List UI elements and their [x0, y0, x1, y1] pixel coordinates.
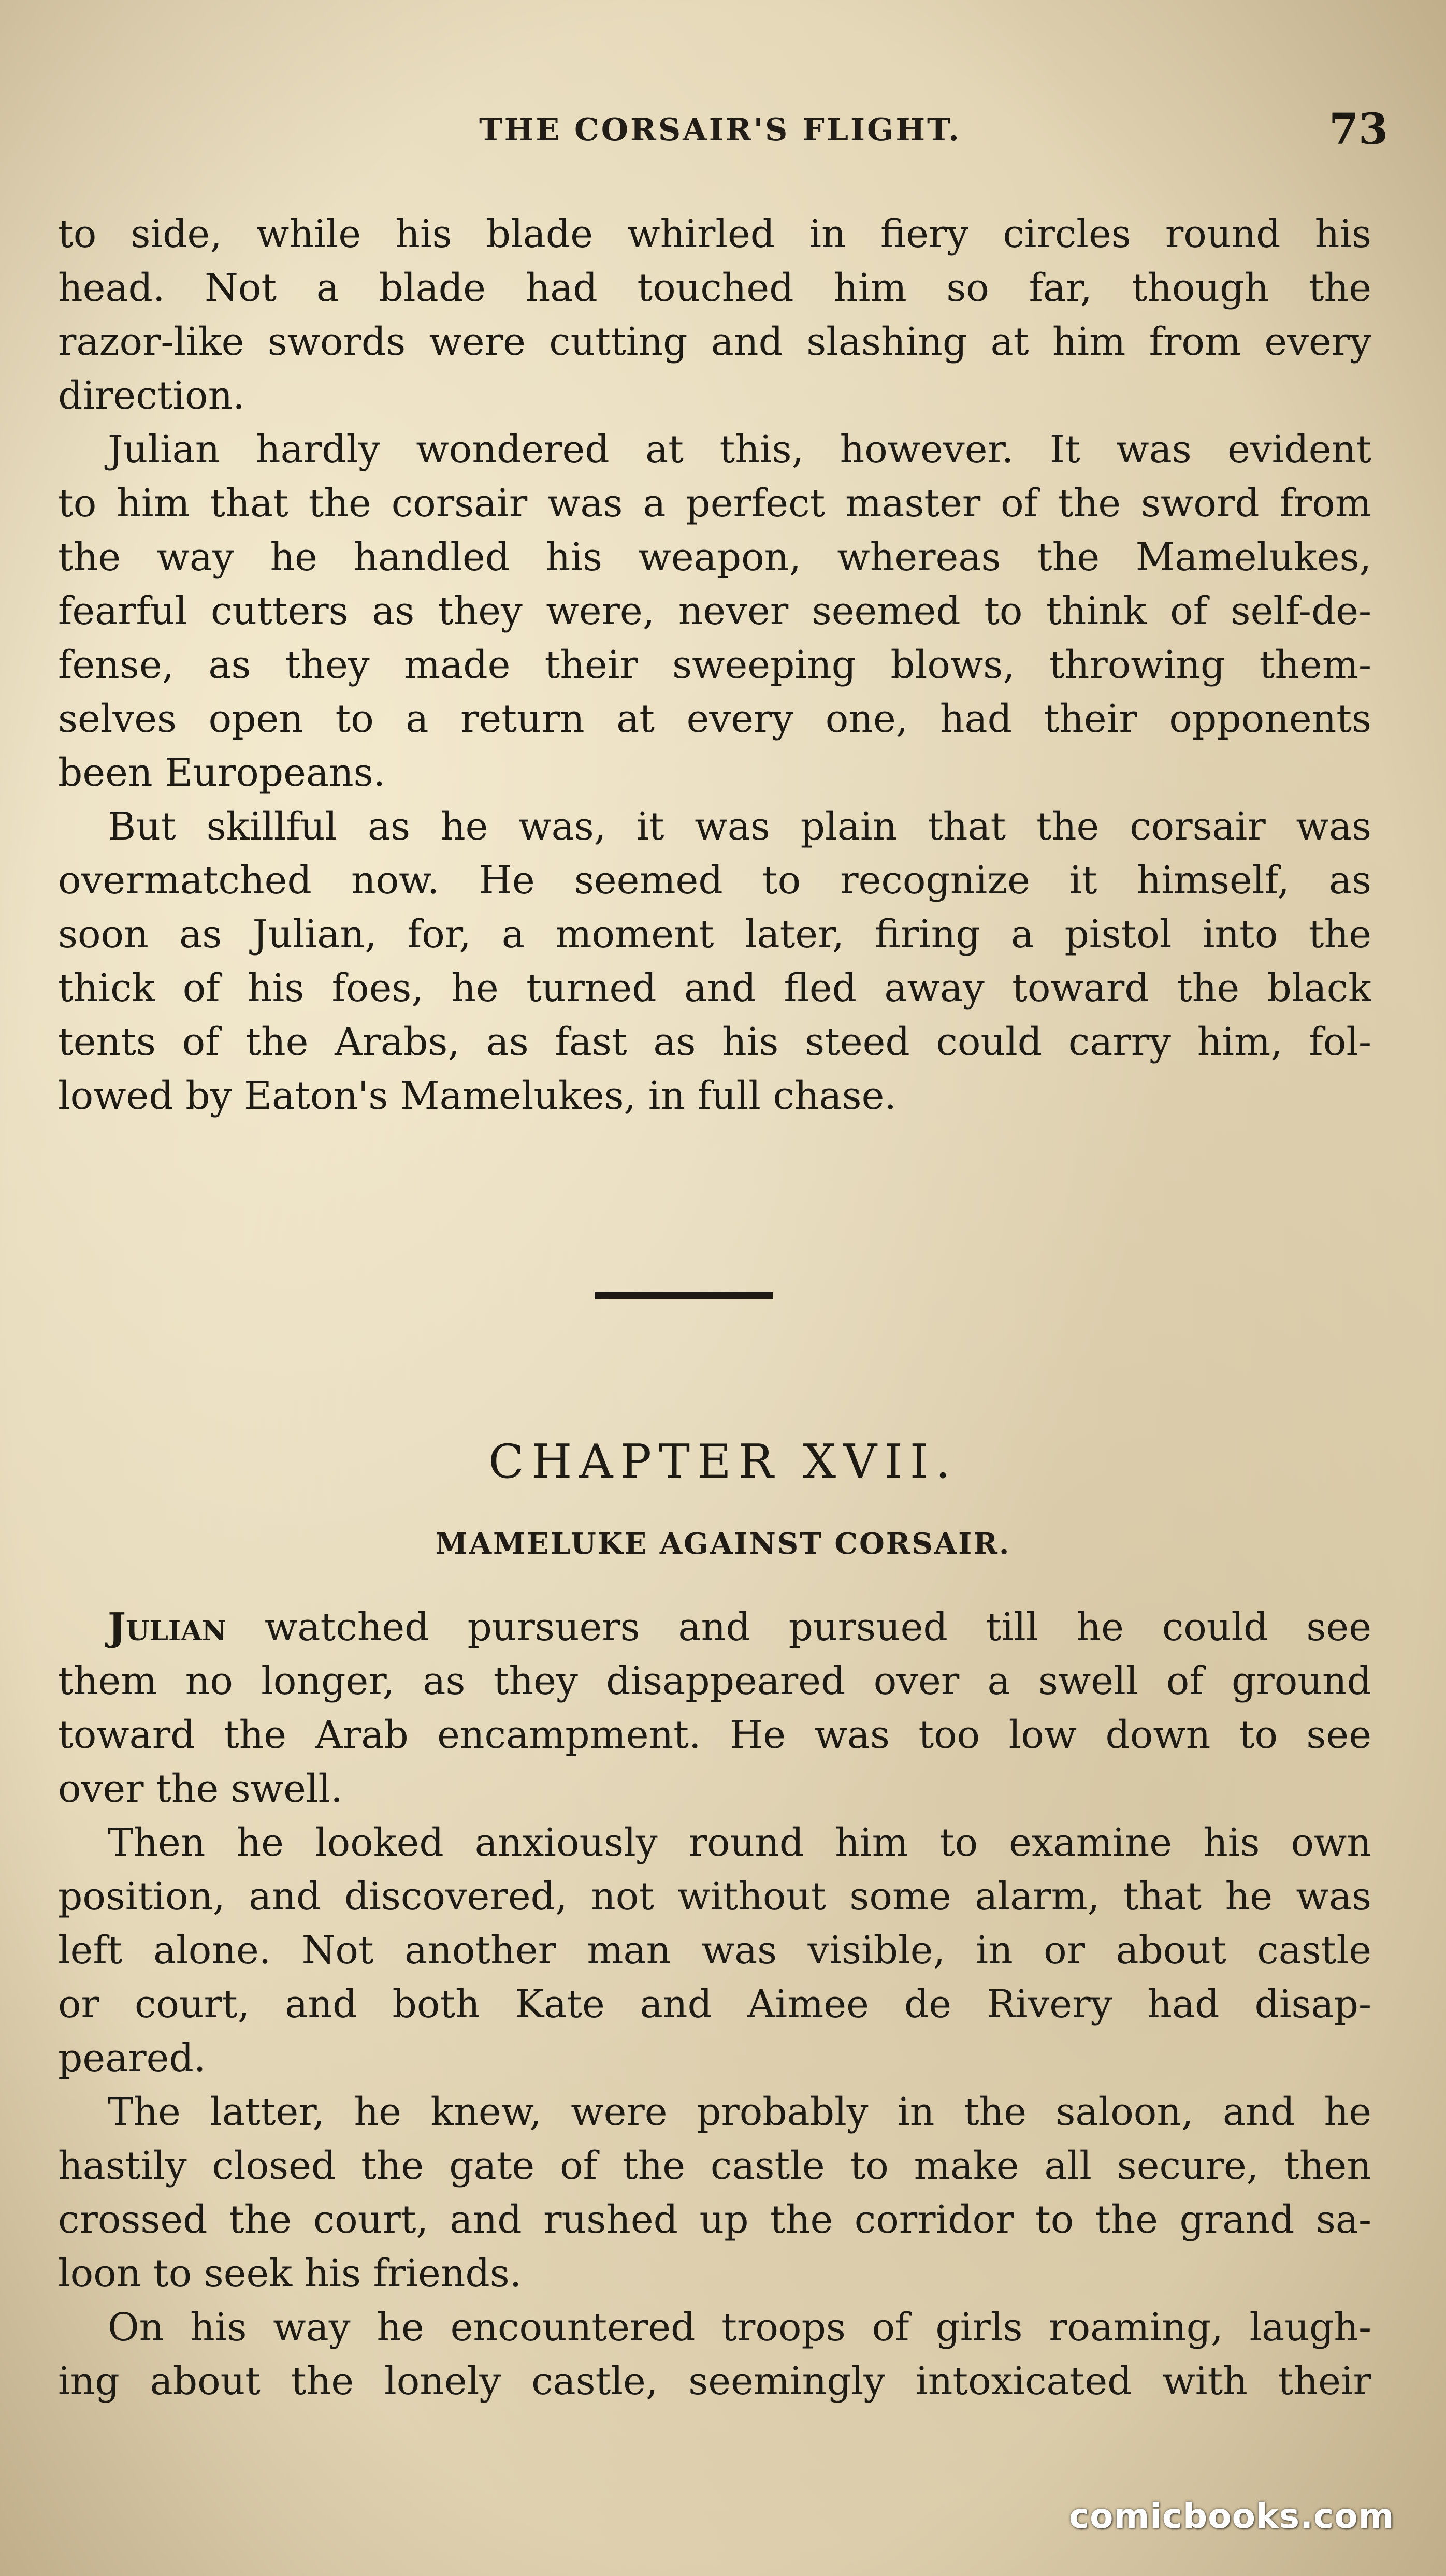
opening-line-text: watched pursuers and pursued till he could see — [226, 1605, 1371, 1649]
text-line: Then he looked anxiously round him to examine his own — [108, 1820, 1371, 1865]
text-line: On his way he encountered troops of girls roaming, laugh- — [108, 2305, 1371, 2350]
text-line: or court, and both Kate and Aimee de Rivery had disap- — [58, 1982, 1371, 2027]
text-line: position, and discovered, not without some alarm, that he was — [58, 1874, 1371, 1919]
text-line: toward the Arab encampment. He was too low down to see — [58, 1713, 1371, 1757]
page-number: 73 — [1329, 105, 1389, 154]
text-line: to him that the corsair was a perfect master of the sword from — [58, 481, 1371, 526]
text-line: crossed the court, and rushed up the corridor to the grand sa- — [58, 2197, 1371, 2242]
text-line: selves open to a return at every one, had their opponents — [58, 697, 1371, 741]
text-line: head. Not a blade had touched him so far, though the — [58, 266, 1371, 310]
text-line: loon to seek his friends. — [58, 2251, 522, 2296]
text-line: them no longer, as they disappeared over a swell of ground — [58, 1659, 1371, 1703]
chapter-opening-line — [58, 1600, 1371, 1654]
text-line: to side, while his blade whirled in fiery circles round his — [58, 212, 1371, 256]
text-line: Julian hardly wondered at this, however. It was evident — [108, 427, 1371, 472]
text-line: the way he handled his weapon, whereas the Mamelukes, — [58, 535, 1371, 580]
text-line: left alone. Not another man was visible, in or about castle — [58, 1928, 1371, 1973]
text-line: hastily closed the gate of the castle to make all secure, then — [58, 2144, 1371, 2188]
opening-word: Julian — [108, 1605, 227, 1649]
section-divider-rule — [595, 1292, 773, 1299]
body-text-chapter-17 — [58, 1600, 1371, 2408]
text-line: ing about the lonely castle, seemingly intoxicated with their — [58, 2359, 1371, 2404]
text-line: soon as Julian, for, a moment later, firing a pistol into the — [58, 912, 1371, 957]
text-line: The latter, he knew, were probably in the saloon, and he — [108, 2090, 1371, 2134]
site-watermark: comicbooks.com — [1069, 2496, 1395, 2536]
text-line: thick of his foes, he turned and fled away toward the black — [58, 966, 1371, 1010]
text-line: overmatched now. He seemed to recognize it himself, as — [58, 858, 1371, 903]
text-line: been Europeans. — [58, 750, 386, 795]
chapter-title: CHAPTER XVII. — [488, 1435, 958, 1489]
text-line: direction. — [58, 373, 245, 418]
chapter-subtitle: MAMELUKE AGAINST CORSAIR. — [435, 1527, 1011, 1561]
text-line: fense, as they made their sweeping blows, throwing them- — [58, 643, 1371, 687]
body-text-section-1 — [58, 207, 1371, 1123]
text-line: fearful cutters as they were, never seemed to think of self-de- — [58, 589, 1371, 633]
text-line: peared. — [58, 2036, 206, 2080]
text-line: lowed by Eaton's Mamelukes, in full chase. — [58, 1074, 896, 1118]
text-line: But skillful as he was, it was plain that the corsair was — [108, 804, 1371, 849]
text-line: tents of the Arabs, as fast as his steed could carry him, fol- — [58, 1020, 1371, 1064]
page-header — [0, 102, 1446, 158]
text-line: over the swell. — [58, 1767, 343, 1811]
text-line: razor-like swords were cutting and slashing at him from every — [58, 320, 1371, 364]
running-title: THE CORSAIR'S FLIGHT. — [479, 112, 961, 148]
